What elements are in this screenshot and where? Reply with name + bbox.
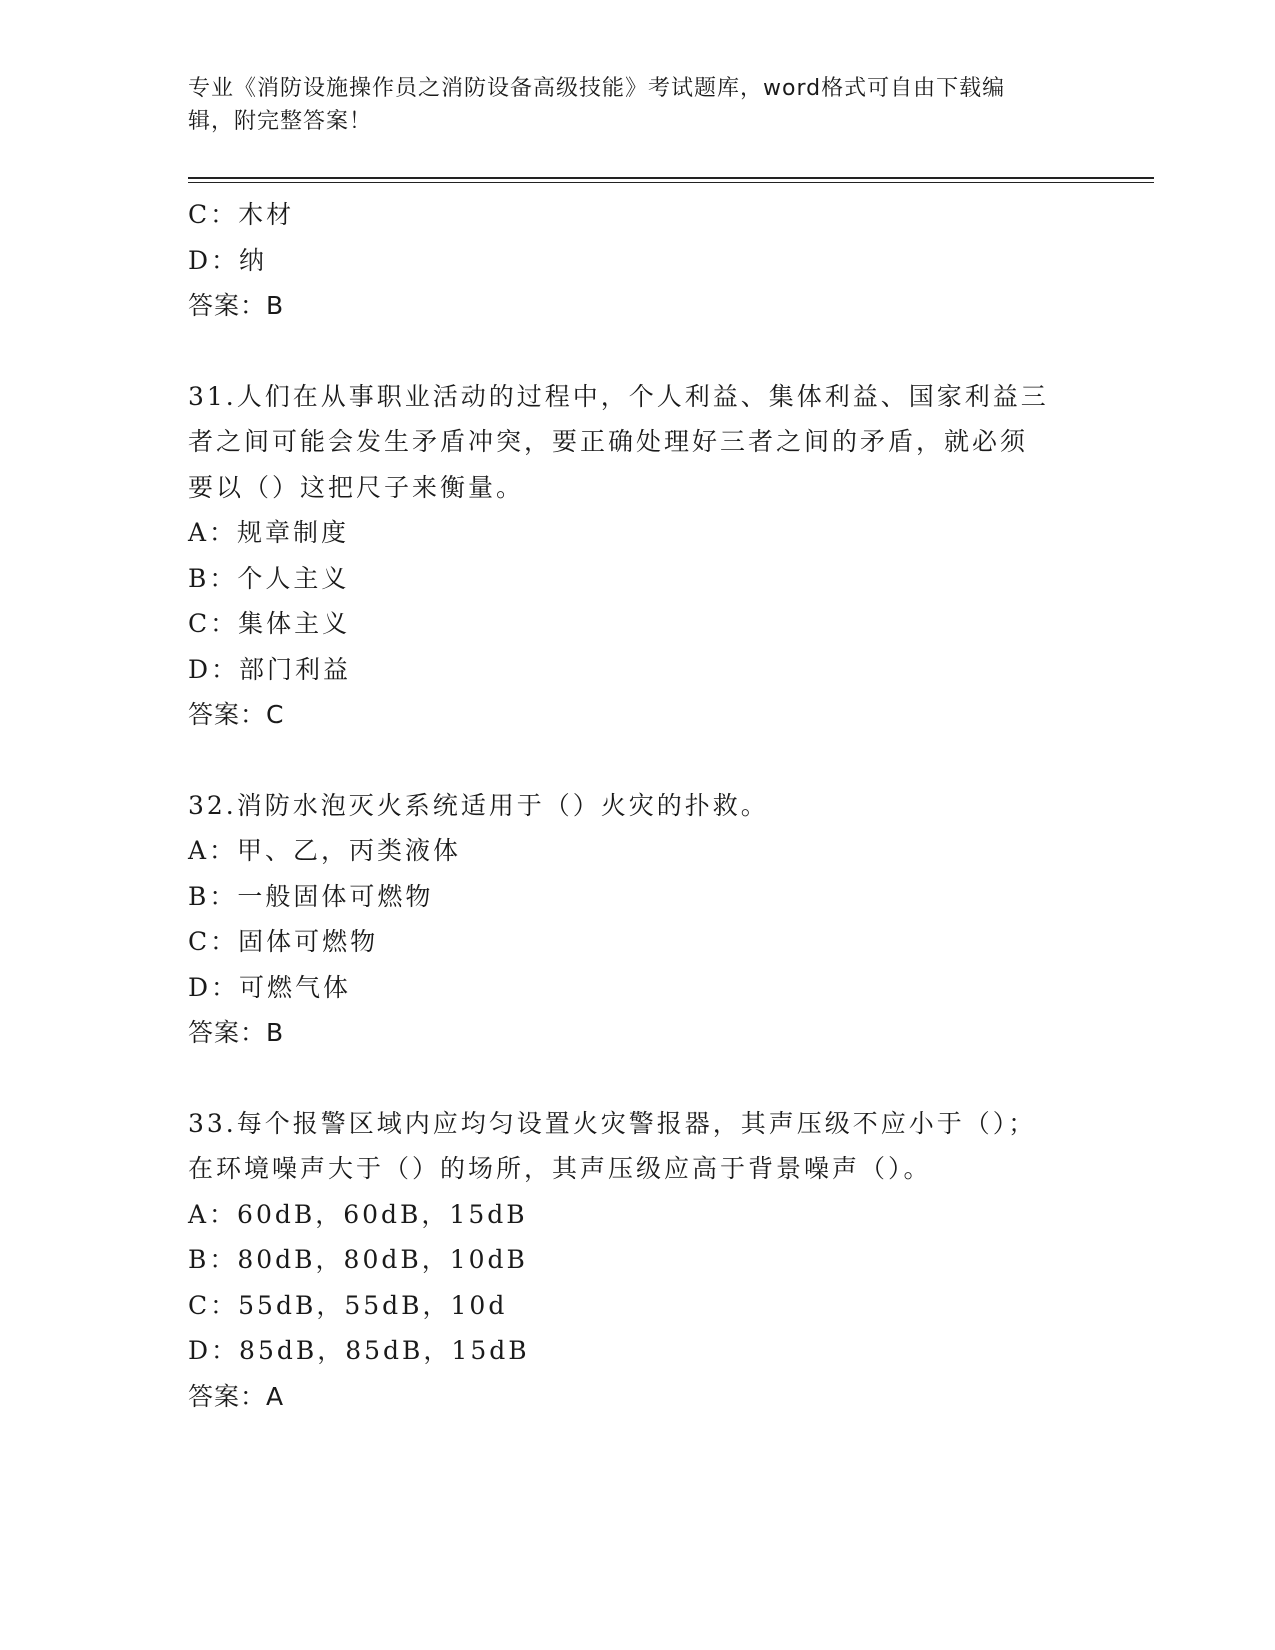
- option-c: C：55dB，55dB，10d: [188, 1290, 508, 1320]
- option-d: D：纳: [188, 245, 268, 275]
- question-32: [188, 783, 1088, 1056]
- option-c: C：固体可燃物: [188, 927, 379, 956]
- option-a: A：规章制度: [188, 518, 350, 547]
- header-line-2: 辑，附完整答案！: [188, 109, 373, 134]
- spacer: [188, 329, 1088, 374]
- document-header: [188, 72, 1068, 138]
- option-b: B：一般固体可燃物: [188, 881, 434, 911]
- question-text-line: 者之间可能会发生矛盾冲突，要正确处理好三者之间的矛盾，就必须: [188, 427, 1029, 456]
- header-divider: [188, 177, 1154, 179]
- option-c: C：木材: [188, 200, 295, 229]
- option-d: D：可燃气体: [188, 972, 352, 1002]
- question-text-line: 在环境噪声大于（）的场所，其声压级应高于背景噪声（）。: [188, 1154, 932, 1183]
- carryover-question: [188, 192, 1088, 329]
- question-text-line: 33.每个报警区域内应均匀设置火灾警报器，其声压级不应小于（）；: [188, 1108, 1037, 1138]
- spacer: [188, 738, 1088, 783]
- option-d: D：85dB，85dB，15dB: [188, 1336, 530, 1365]
- option-d: D：部门利益: [188, 654, 352, 684]
- option-a: A：60dB，60dB，15dB: [188, 1199, 528, 1229]
- question-33: [188, 1101, 1088, 1420]
- question-content: [188, 192, 1088, 1419]
- question-text-line: 32.消防水泡灭火系统适用于（）火灾的扑救。: [188, 790, 769, 820]
- option-b: B：个人主义: [188, 563, 350, 593]
- question-text-line: 要以（）这把尺子来衡量。: [188, 472, 525, 502]
- answer: 答案：B: [188, 291, 285, 320]
- question-31: [188, 374, 1088, 738]
- option-a: A：甲、乙，丙类液体: [188, 836, 462, 865]
- header-line-1: 专业《消防设施操作员之消防设备高级技能》考试题库，word格式可自由下载编: [188, 76, 1006, 101]
- question-text-line: 31.人们在从事职业活动的过程中，个人利益、集体利益、国家利益三: [188, 381, 1049, 411]
- spacer: [188, 1056, 1088, 1101]
- option-b: B：80dB，80dB，10dB: [188, 1245, 528, 1274]
- answer: 答案：B: [188, 1018, 285, 1047]
- answer: 答案：A: [188, 1381, 285, 1411]
- option-c: C：集体主义: [188, 609, 351, 638]
- answer: 答案：C: [188, 700, 285, 729]
- header-divider-thin: [188, 182, 1154, 183]
